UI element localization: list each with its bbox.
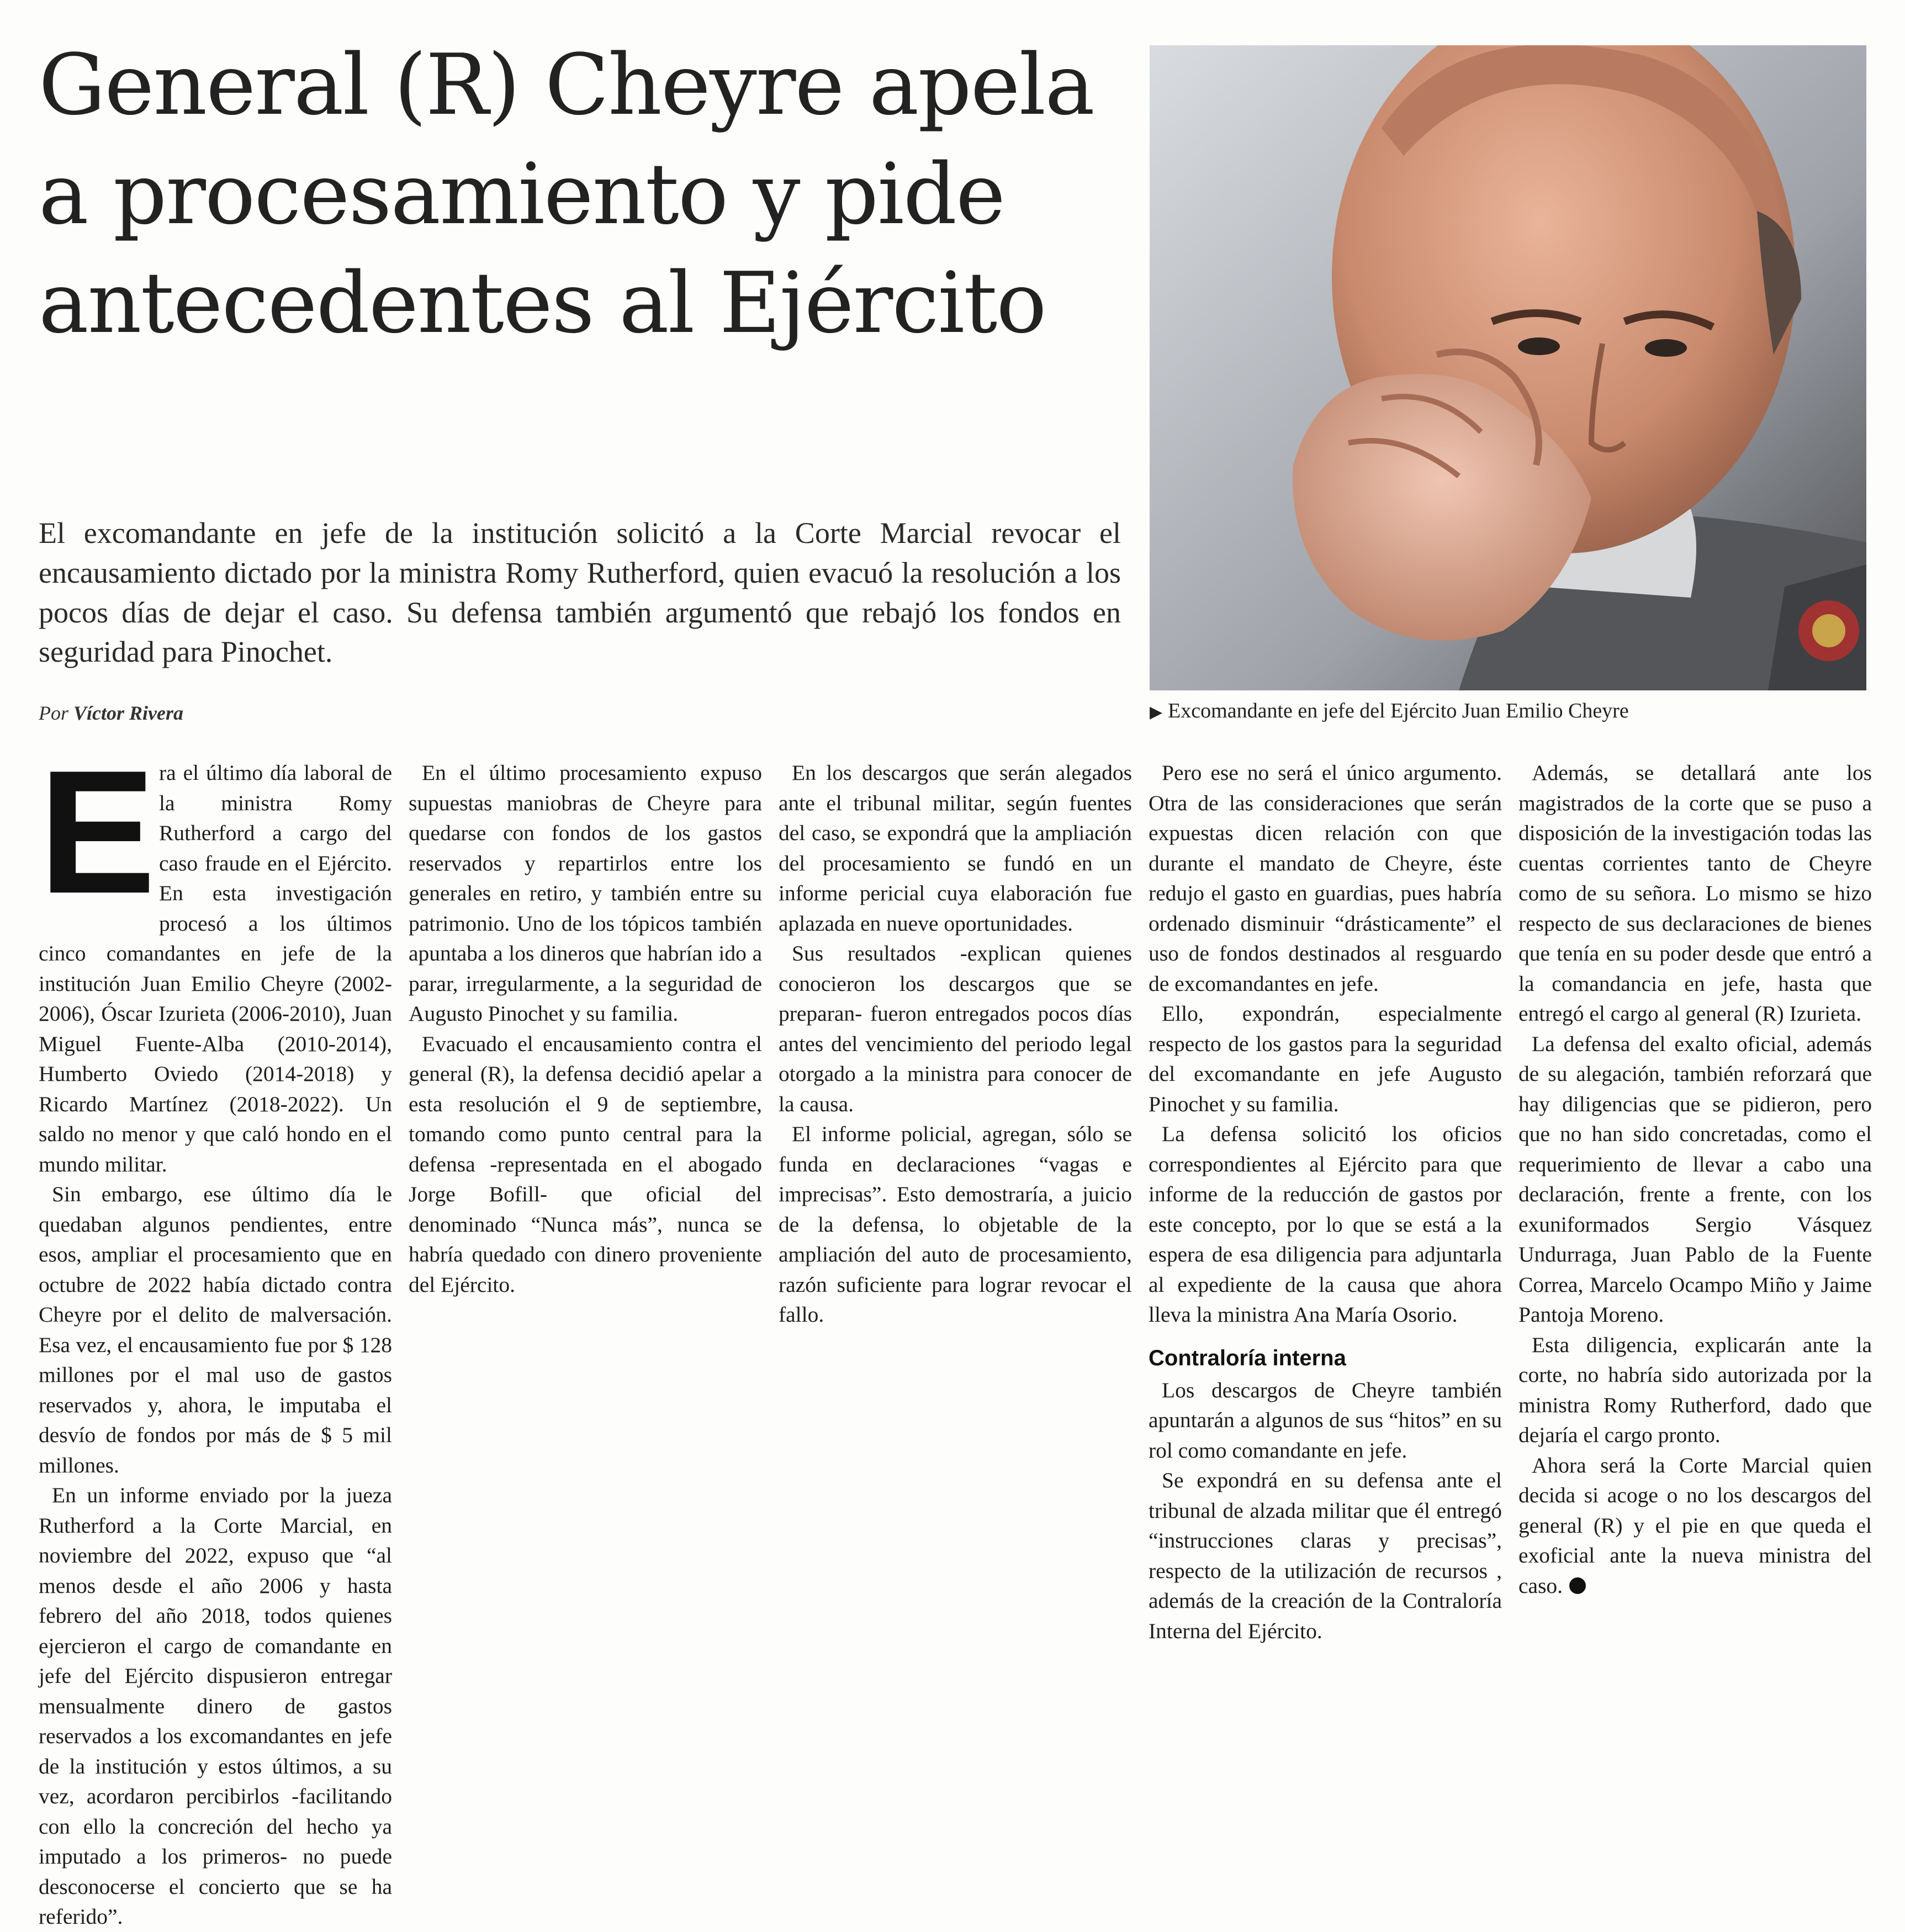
article-photo <box>1150 45 1866 690</box>
end-mark-icon <box>1569 1577 1586 1594</box>
paragraph: La defensa del exalto oficial, además de su alegación, también reforzará que hay diligencias que se pidieron, pero que no han sido concretadas, como el requerimiento de llevar a cabo una declaración, frente a frente, con los exuniformados Sergio Vásquez Undurraga, Juan Pablo de la Fuente Correa, Marcelo Ocampo Miño y Jaime Pantoja Moreno. <box>1518 1031 1872 1327</box>
paragraph: Además, se detallará ante los magistrados de la corte que se puso a disposición de la investigación todas las cuentas corrientes tanto de Cheyre como de su señora. Lo mismo se hizo respecto de sus declaraciones de bienes que tenía en su poder desde que entró a la comandancia en jefe, hasta que entregó el cargo al general (R) Izurieta. <box>1518 761 1872 1026</box>
paragraph: Los descargos de Cheyre también apuntarán a algunos de sus “hitos” en su rol como comandante en jefe. <box>1149 1377 1502 1463</box>
body-column-2 <box>409 758 762 1300</box>
paragraph: Esta diligencia, explicarán ante la corte, no habría sido autorizada por la ministra Romy Rutherford, dado que dejaría el cargo pronto. <box>1518 1332 1872 1447</box>
paragraph: Se expondrá en su defensa ante el tribunal de alzada militar que él entregó “instrucciones claras y precisas”, respecto de la utilización de recursos , además de la creación de la Contraloría Interna del Ejército. <box>1149 1468 1502 1643</box>
final-paragraph-text: Ahora será la Corte Marcial quien decida si acoge o no los descargos del general (R) y el pie en que queda el exoficial ante la nueva ministra del caso. <box>1518 1453 1872 1598</box>
body-column-5 <box>1518 758 1872 1601</box>
byline-author: Víctor Rivera <box>73 702 183 724</box>
paragraph: En el último procesamiento expuso supuestas maniobras de Cheyre para quedarse con fondos de los gastos reservados y repartirlos entre los generales en retiro, y también entre su patrimonio. Uno de los tópicos también apuntaba a los dineros que habrían ido a parar, irregularmente, a la seguridad de Augusto Pinochet y su familia. <box>409 761 762 1026</box>
body-column-4 <box>1149 758 1502 1646</box>
paragraph: Evacuado el encausamiento contra el general (R), la defensa decidió apelar a esta resolución el 9 de septiembre, tomando como punto central para la defensa -representada en el abogado Jorge Bofill- que oficial del denominado “Nunca más”, nunca se habría quedado con dinero proveniente del Ejército. <box>409 1031 762 1297</box>
article-dek: El excomandante en jefe de la institución solicitó a la Corte Marcial revocar el encausamiento dictado por la ministra Romy Rutherford, quien evacuó la resolución a los pocos días de dejar el caso. Su defensa también argumentó que rebajó los fondos en seguridad para Pinochet. <box>39 516 1121 669</box>
byline <box>39 701 183 725</box>
paragraph: El informe policial, agregan, sólo se funda en declaraciones “vagas e imprecisas”. Esto demostraría, a juicio de la defensa, lo objetable de la ampliación del auto de procesamiento, razón suficiente para lograr revocar el fallo. <box>779 1122 1132 1327</box>
paragraph: Pero ese no será el único argumento. Otra de las consideraciones que serán expuestas dicen relación con que durante el mandato de Cheyre, éste redujo el gasto en guardias, pues habría ordenado disminuir “drásticamente” el uso de fondos destinados al resguardo de excomandantes en jefe. <box>1149 761 1502 996</box>
drop-cap: E <box>39 734 156 930</box>
photo-caption <box>1150 699 1866 723</box>
paragraph-final <box>1518 1450 1872 1601</box>
paragraph: Ello, expondrán, especialmente respecto de los gastos para la seguridad del excomandante en jefe Augusto Pinochet y su familia. <box>1149 1001 1502 1116</box>
paragraph: Sin embargo, ese último día le quedaban algunos pendientes, entre esos, ampliar el procesamiento que en octubre de 2022 había dictado contra Cheyre por el delito de malversación. Esa vez, el encausamiento fue por $ 128 millones por el mal uso de gastos reservados y, ahora, le imputaba el desvío de fondos por más de $ 5 mil millones. <box>39 1182 392 1477</box>
byline-prefix: Por <box>39 702 68 724</box>
paragraph: En los descargos que serán alegados ante el tribunal militar, según fuentes del caso, se expondrá que la ampliación del procesamiento se fundó en un informe pericial cuya elaboración fue aplazada en nueve oportunidades. <box>779 761 1132 936</box>
body-column-3 <box>779 758 1132 1330</box>
paragraph: ra el último día laboral de la ministra Romy Rutherford a cargo del caso fraude en el Ejército. En esta investigación procesó a los últimos cinco comandantes en jefe de la institución Juan Emilio Cheyre (2002-2006), Óscar Izurieta (2006-2010), Juan Miguel Fuente-Alba (2010-2014), Humberto Oviedo (2014-2018) y Ricardo Martínez (2018-2022). Un saldo no menor y que caló hondo en el mundo militar. <box>39 761 392 1176</box>
paragraph: La defensa solicitó los oficios correspondientes al Ejército para que informe de la reducción de gastos por este concepto, por lo que se está a la espera de esa diligencia para adjuntarla al expediente de la causa que ahora lleva la ministra Ana María Osorio. <box>1149 1122 1502 1327</box>
paragraph: Sus resultados -explican quienes conocieron los descargos que se preparan- fueron entregados pocos días antes del vencimiento del periodo legal otorgado a la ministra para conocer de la causa. <box>779 941 1132 1116</box>
paragraph: En un informe enviado por la jueza Rutherford a la Corte Marcial, en noviembre del 2022, expuso que “al menos desde el año 2006 y hasta febrero del año 2018, todos quienes ejercieron el cargo de comandante en jefe del Ejército dispusieron entregar mensualmente dinero de gastos reservados a los excomandantes en jefe de la institución y estos últimos, a su vez, acordaron percibirlos -facilitando con ello la concreción del hecho ya imputado a los primeros- no puede desconocerse el concierto que se ha referido”. <box>39 1483 392 1929</box>
caption-text: Excomandante en jefe del Ejército Juan Emilio Cheyre <box>1168 699 1629 722</box>
section-subhead: Contraloría interna <box>1149 1345 1346 1370</box>
caption-marker-icon: ▶ <box>1150 703 1163 721</box>
body-column-1 <box>39 734 392 1932</box>
portrait-illustration <box>1150 45 1866 690</box>
headline: General (R) Cheyre apela a procesamiento y pide antecedentes al Ejército <box>39 36 1094 352</box>
